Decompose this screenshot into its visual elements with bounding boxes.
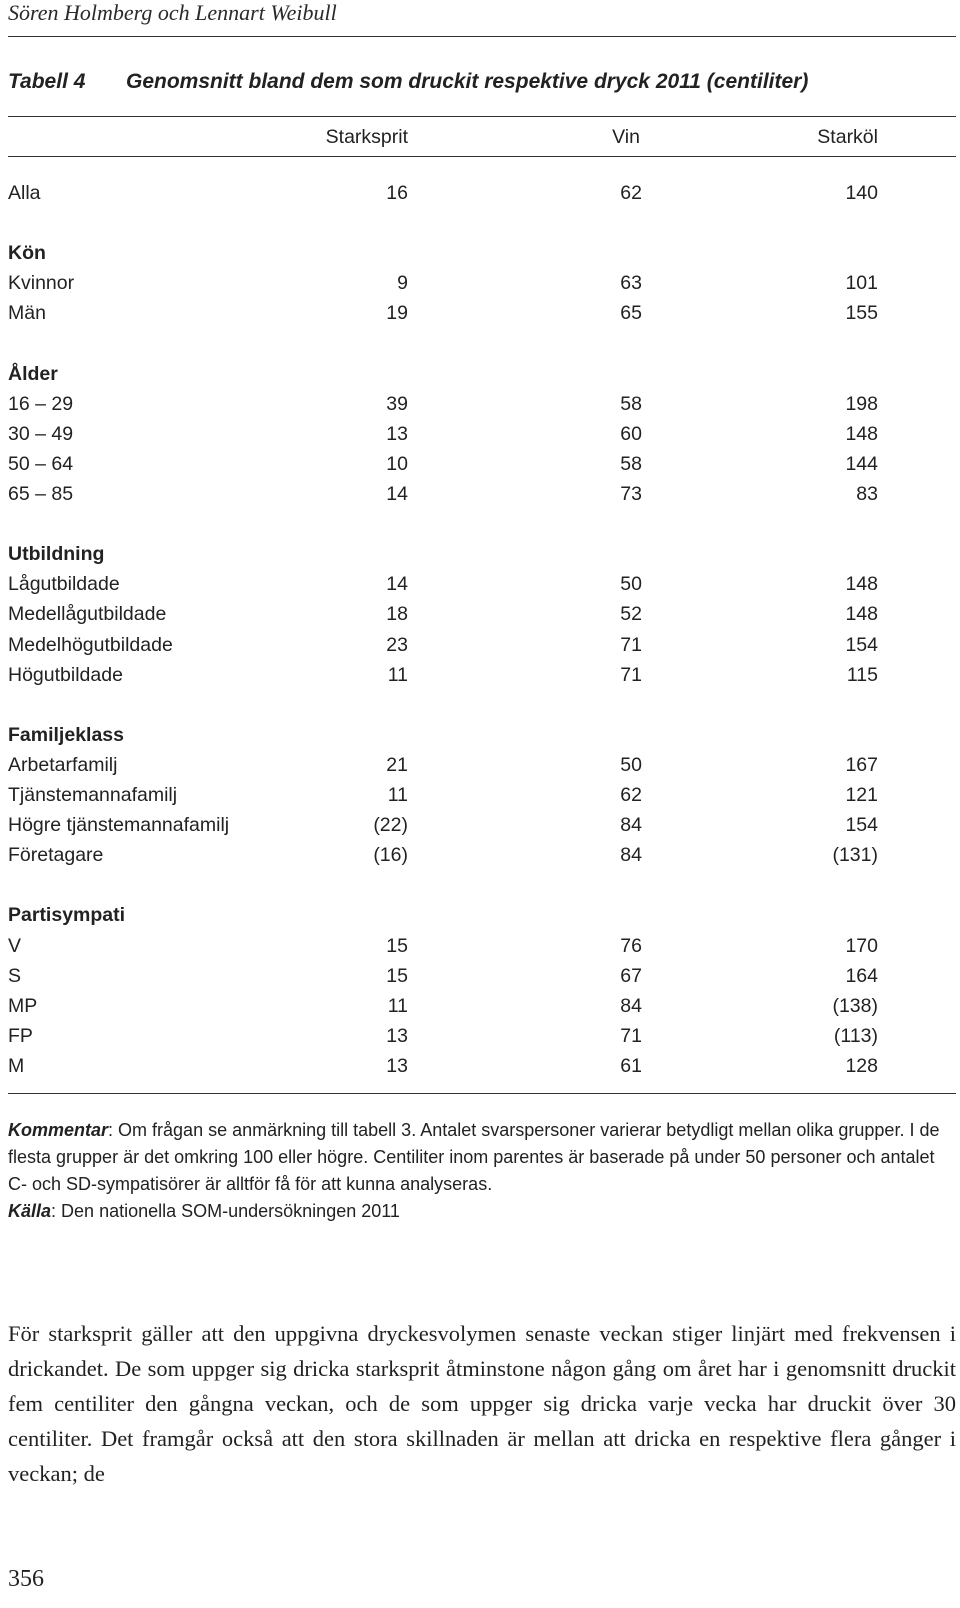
- row-label: M: [8, 1054, 25, 1077]
- table-cell: 11: [387, 994, 408, 1017]
- row-label: Högutbildade: [8, 663, 123, 686]
- table-cell: 10: [386, 452, 408, 475]
- table-cell: 50: [620, 753, 642, 776]
- row-label: Högre tjänstemannafamilj: [8, 814, 230, 837]
- table-cell: 148: [845, 603, 878, 626]
- table-cell: (138): [832, 994, 878, 1017]
- source-text: Den nationella SOM-undersökningen 2011: [61, 1201, 400, 1221]
- table-cell: 170: [845, 934, 878, 957]
- column-header-starksprit: Starksprit: [325, 126, 408, 148]
- row-label: Företagare: [8, 844, 104, 867]
- body-paragraph: För starksprit gäller att den uppgivna dryckesvolymen senaste veckan stiger linjärt med frekvensen i drickandet. De som uppger sig dricka starksprit åtminstone någon gång om året har i genomsnitt druckit fem centiliter den gångna veckan, och de som uppger sig dricka varje vecka har druckit över 30 centiliter. Det framgår också att den stora skillnaden är mellan att dricka en respektive flera gånger i veckan; de: [8, 1321, 956, 1486]
- table-cell: 13: [386, 422, 408, 445]
- row-label: V: [8, 934, 22, 957]
- table-cell: 128: [845, 1054, 878, 1077]
- column-header-vin: Vin: [612, 126, 640, 148]
- table-cell: 84: [620, 844, 642, 867]
- row-label: Medelhögutbildade: [8, 633, 173, 656]
- row-label: Kvinnor: [8, 272, 75, 295]
- table-cell: 144: [845, 452, 878, 475]
- table-cell: 71: [620, 663, 642, 686]
- row-label: FP: [8, 1024, 33, 1047]
- header-rule: [8, 36, 956, 37]
- source-label: Källa: [8, 1201, 52, 1221]
- table-cell: 58: [620, 392, 642, 415]
- row-label: Män: [8, 302, 46, 325]
- table-cell: 15: [386, 934, 408, 957]
- table-cell: 23: [386, 633, 408, 656]
- table-cell: 167: [845, 753, 878, 776]
- table-cell: 39: [386, 392, 408, 415]
- row-label: 30 – 49: [8, 422, 74, 445]
- table-cell: 63: [620, 272, 642, 295]
- row-label: Lågutbildade: [8, 573, 120, 596]
- table-cell: (131): [832, 844, 878, 867]
- table-cell: 14: [386, 573, 408, 596]
- table-cell: 83: [856, 483, 878, 505]
- table-cell: 121: [845, 784, 878, 806]
- table-title: Genomsnitt bland dem som druckit respektive dryck 2011 (centiliter): [126, 70, 809, 93]
- row-label: 65 – 85: [8, 483, 74, 505]
- table-cell: 62: [620, 784, 642, 806]
- table-cell: 84: [620, 994, 642, 1017]
- table-cell: 16: [386, 182, 408, 204]
- section-heading: Kön: [8, 242, 46, 265]
- table-note: Kommentar: Om frågan se anmärkning till tabell 3. Antalet svarspersoner varierar betydligt mellan olika grupper. I de flesta grupper är det omkring 100 eller högre. Centiliter inom parentes är baserade på under 50 personer och antalet C- och SD-sympatisörer är alltför få för att kunna analyseras. Källa: Den nationella SOM-undersökningen 2011: [8, 1120, 940, 1221]
- table-cell: 11: [387, 784, 408, 806]
- comment-text: Om frågan se anmärkning till tabell 3. Antalet svarspersoner varierar betydligt mellan olika grupper. I de flesta grupper är det omkring 100 eller högre. Centiliter inom parentes är baserade på under 50 personer och antalet C- och SD-sympatisörer är alltför få för att kunna analyseras.: [8, 1120, 940, 1194]
- section-heading: Partisympati: [8, 904, 126, 927]
- comment-label: Kommentar: [8, 1120, 109, 1140]
- row-label: 16 – 29: [8, 392, 74, 415]
- table-cell: 154: [845, 633, 878, 656]
- table-cell: (113): [833, 1024, 878, 1047]
- table-cell: (22): [373, 814, 408, 837]
- table-cell: 198: [845, 392, 878, 415]
- table-cell: 154: [845, 814, 878, 837]
- table-cell: 19: [386, 302, 408, 325]
- table-cell: 101: [845, 272, 878, 295]
- table-cell: 71: [620, 633, 642, 656]
- table-cell: 58: [620, 452, 642, 475]
- table-cell: 11: [387, 663, 408, 686]
- table-cell: (16): [373, 844, 408, 867]
- table-cell: 61: [620, 1054, 642, 1077]
- table-cell: 21: [386, 753, 408, 776]
- table-cell: 60: [620, 422, 642, 445]
- row-label: 50 – 64: [8, 452, 74, 475]
- caption-rule: [8, 116, 956, 117]
- table-bottom-rule: [8, 1093, 956, 1094]
- table-cell: 9: [397, 272, 408, 295]
- table-cell: 13: [386, 1054, 408, 1077]
- table-cell: 73: [620, 483, 642, 505]
- table-cell: 18: [386, 603, 408, 626]
- row-label: MP: [8, 994, 38, 1017]
- table-cell: 115: [846, 663, 878, 686]
- row-label: Medellågutbildade: [8, 603, 167, 626]
- table-cell: 52: [620, 603, 642, 626]
- table-cell: 13: [386, 1024, 408, 1047]
- table-cell: 140: [845, 182, 878, 204]
- table-cell: 14: [386, 483, 408, 505]
- table-cell: 50: [620, 573, 642, 596]
- table-cell: 76: [620, 934, 642, 957]
- table-caption: [8, 70, 808, 94]
- column-header-rule: [8, 156, 956, 157]
- row-label: Alla: [8, 182, 41, 204]
- section-heading: Familjeklass: [8, 723, 124, 746]
- table-cell: 164: [845, 964, 878, 987]
- section-heading: Utbildning: [8, 543, 105, 566]
- row-label: Arbetarfamilj: [8, 753, 118, 776]
- column-header-starkol: Starköl: [817, 126, 878, 148]
- table-cell: 67: [620, 964, 642, 987]
- section-heading: Ålder: [8, 362, 58, 385]
- page-number: 356: [8, 1566, 44, 1592]
- running-head: Sören Holmberg och Lennart Weibull: [8, 0, 337, 25]
- table-cell: 15: [386, 964, 408, 987]
- table-cell: 62: [620, 182, 642, 204]
- table-number: Tabell 4: [8, 70, 86, 93]
- table-cell: 148: [845, 573, 878, 596]
- table-cell: 155: [845, 302, 878, 325]
- row-label: S: [8, 964, 22, 987]
- row-label: Tjänstemannafamilj: [8, 784, 178, 806]
- table-cell: 71: [620, 1024, 642, 1047]
- table-cell: 84: [620, 814, 642, 837]
- table-cell: 148: [845, 422, 878, 445]
- table-cell: 65: [620, 302, 642, 325]
